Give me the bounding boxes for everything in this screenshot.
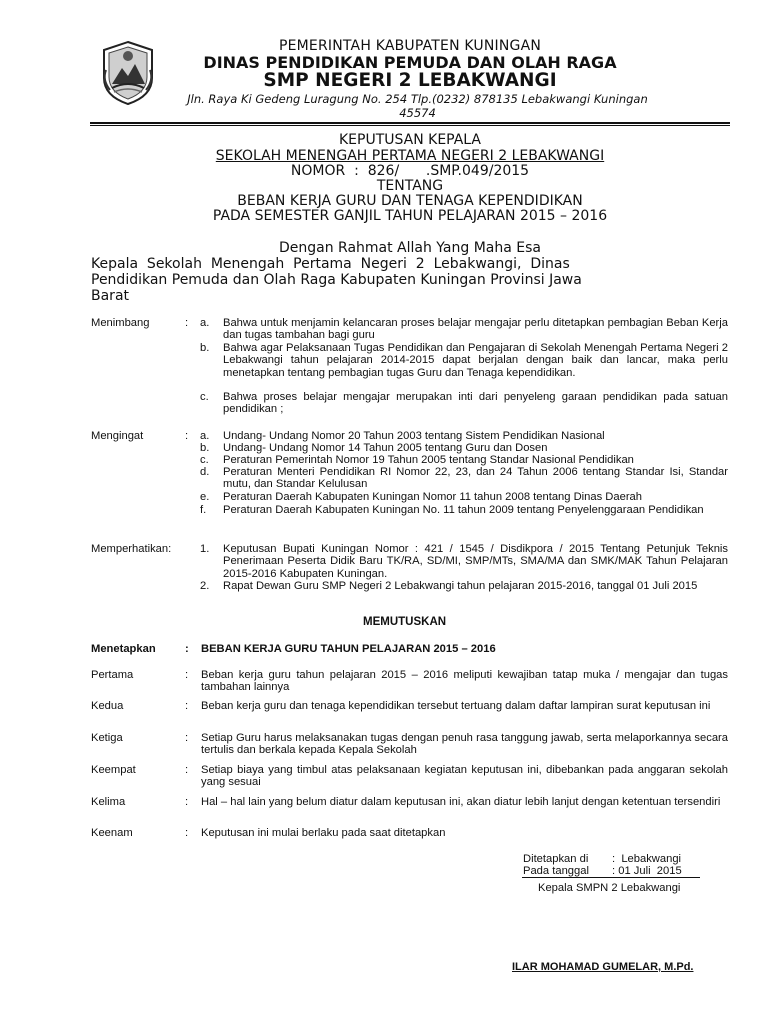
- menimbang-item-b: b. Bahwa agar Pelaksanaan Tugas Pendidikan dan Pengajaran di Sekolah Menengah Pertama Negeri 2 Lebakwangi tahun pelajaran 2014-2015 dapat berjalan dengan baik dan lancar, maka perlu menetapkan tentang pembagian tugas Guru dan Tenaga kependidikan.: [200, 342, 728, 379]
- decision-keenam-text: Keputusan ini mulai berlaku pada saat ditetapkan: [201, 827, 446, 839]
- decision-ketiga-text: Setiap Guru harus melaksanakan tugas dengan penuh rasa tanggung jawab, serta melaporkannya secara tertulis dan berkala kepada Kepala Sekolah: [201, 732, 728, 757]
- decision-keempat-colon: :: [185, 764, 189, 776]
- memperhatikan-item-2: 2. Rapat Dewan Guru SMP Negeri 2 Lebakwangi tahun pelajaran 2015-2016, tanggal 01 Juli 2015: [200, 580, 698, 592]
- memperhatikan-label: Memperhatikan:: [91, 543, 172, 555]
- letterhead-divider: [90, 122, 730, 124]
- mengingat-item-c: c. Peraturan Pemerintah Nomor 19 Tahun 2005 tentang Standar Nasional Pendidikan: [200, 454, 634, 466]
- decision-kelima-colon: :: [185, 796, 189, 808]
- mengingat-item-f: f. Peraturan Daerah Kabupaten Kuningan No. 11 tahun 2009 tentang Penyelenggaraan Pendidikan: [200, 504, 704, 516]
- letterhead-divider-thin: [90, 125, 730, 126]
- mengingat-colon: :: [185, 430, 189, 442]
- letterhead-school: SMP NEGERI 2 LEBAKWANGI: [263, 70, 557, 91]
- decision-keempat-text: Setiap biaya yang timbul atas pelaksanaan kegiatan keputusan ini, dibebankan pada anggaran sekolah yang sesuai: [201, 764, 728, 789]
- decision-pertama-text: Beban kerja guru tahun pelajaran 2015 – 2016 meliputi kewajiban tatap muka / mengajar dan tugas tambahan lainnya: [201, 669, 728, 694]
- decree-subject: BEBAN KERJA GURU DAN TENAGA KEPENDIDIKAN: [237, 193, 583, 209]
- menimbang-colon: :: [185, 317, 189, 329]
- menimbang-item-c: c. Bahwa proses belajar mengajar merupakan inti dari penyeleng garaan pendidikan pada satuan pendidikan ;: [200, 391, 728, 416]
- decree-school-name: SEKOLAH MENENGAH PERTAMA NEGERI 2 LEBAKWANGI: [215, 148, 605, 164]
- mengingat-label: Mengingat: [91, 430, 144, 442]
- decision-pertama-label: Pertama: [91, 669, 134, 681]
- decision-keempat-label: Keempat: [91, 764, 136, 776]
- signatory-name: ILAR MOHAMAD GUMELAR, M.Pd.: [512, 961, 694, 973]
- decision-ketiga-colon: :: [185, 732, 189, 744]
- preamble-blessing: Dengan Rahmat Allah Yang Maha Esa: [278, 240, 542, 256]
- mengingat-item-e: e. Peraturan Daerah Kabupaten Kuningan Nomor 11 tahun 2008 tentang Dinas Daerah: [200, 491, 642, 503]
- letterhead-department: DINAS PENDIDIKAN PEMUDA DAN OLAH RAGA: [203, 53, 617, 72]
- decision-kelima-label: Kelima: [91, 796, 126, 808]
- preamble-line-2: Pendidikan Pemuda dan Olah Raga Kabupaten Kuningan Provinsi Jawa: [91, 272, 582, 288]
- decree-number: NOMOR : 826/ .SMP.049/2015: [290, 163, 530, 179]
- pada-tanggal-value: : 01 Juli 2015: [612, 865, 682, 877]
- decision-pertama-colon: :: [185, 669, 189, 681]
- mengingat-item-a: a. Undang- Undang Nomor 20 Tahun 2003 tentang Sistem Pendidikan Nasional: [200, 430, 605, 442]
- decision-keenam-colon: :: [185, 827, 189, 839]
- decree-tentang: TENTANG: [376, 178, 444, 194]
- decision-ketiga-label: Ketiga: [91, 732, 123, 744]
- memperhatikan-item-1: 1. Keputusan Bupati Kuningan Nomor : 421 / 1545 / Disdikpora / 2015 Tentang Petunjuk Teknis Penerimaan Peserta Didik Baru TK/RA, SD/MI, SMP/MTs, SMA/MA dan SMK/MAK Tahun Pelajaran 2015-2016 Kabupaten Kuningan.: [200, 543, 728, 580]
- decision-kedua-text: Beban kerja guru dan tenaga kependidikan tersebut tertuang dalam daftar lampiran surat keputusan ini: [201, 700, 711, 712]
- preamble-line-3: Barat: [91, 288, 130, 304]
- mengingat-item-b: b. Undang- Undang Nomor 14 Tahun 2005 tentang Guru dan Dosen: [200, 442, 548, 454]
- menetapkan-text: BEBAN KERJA GURU TAHUN PELAJARAN 2015 – 2016: [201, 643, 496, 655]
- ditetapkan-value: : Lebakwangi: [612, 853, 682, 865]
- signatory-position: Kepala SMPN 2 Lebakwangi: [538, 882, 681, 894]
- menetapkan-label: Menetapkan: [91, 643, 156, 655]
- letterhead-government: PEMERINTAH KABUPATEN KUNINGAN: [278, 38, 542, 54]
- letterhead-postcode: 45574: [399, 106, 436, 120]
- decision-keenam-label: Keenam: [91, 827, 133, 839]
- mengingat-item-d: d. Peraturan Menteri Pendidikan RI Nomor 22, 23, dan 24 Tahun 2006 tentang Standar Isi, Standar mutu, dan Standar Kelulusan: [200, 466, 728, 491]
- decree-title: KEPUTUSAN KEPALA: [338, 132, 481, 148]
- decision-kedua-colon: :: [185, 700, 189, 712]
- signature-divider: [522, 877, 700, 878]
- decision-kelima-text: Hal – hal lain yang belum diatur dalam keputusan ini, akan diatur lebih lanjut dengan ketentuan tersendiri: [201, 796, 721, 808]
- decree-period: PADA SEMESTER GANJIL TAHUN PELAJARAN 2015 – 2016: [212, 208, 608, 224]
- menimbang-label: Menimbang: [91, 317, 150, 329]
- decision-kedua-label: Kedua: [91, 700, 124, 712]
- memutuskan-heading: MEMUTUSKAN: [363, 616, 447, 628]
- menimbang-item-a: a. Bahwa untuk menjamin kelancaran proses belajar mengajar perlu ditetapkan pembagian Beban Kerja dan tugas tambahan bagi guru: [200, 317, 728, 342]
- menetapkan-colon: :: [185, 643, 189, 655]
- preamble-line-1: Kepala Sekolah Menengah Pertama Negeri 2 Lebakwangi, Dinas: [91, 256, 570, 272]
- pada-tanggal-label: Pada tanggal: [523, 865, 589, 877]
- ditetapkan-label: Ditetapkan di: [523, 853, 589, 865]
- letterhead-address: Jln. Raya Ki Gedeng Luragung No. 254 Tlp.(0232) 878135 Lebakwangi Kuningan: [187, 92, 648, 106]
